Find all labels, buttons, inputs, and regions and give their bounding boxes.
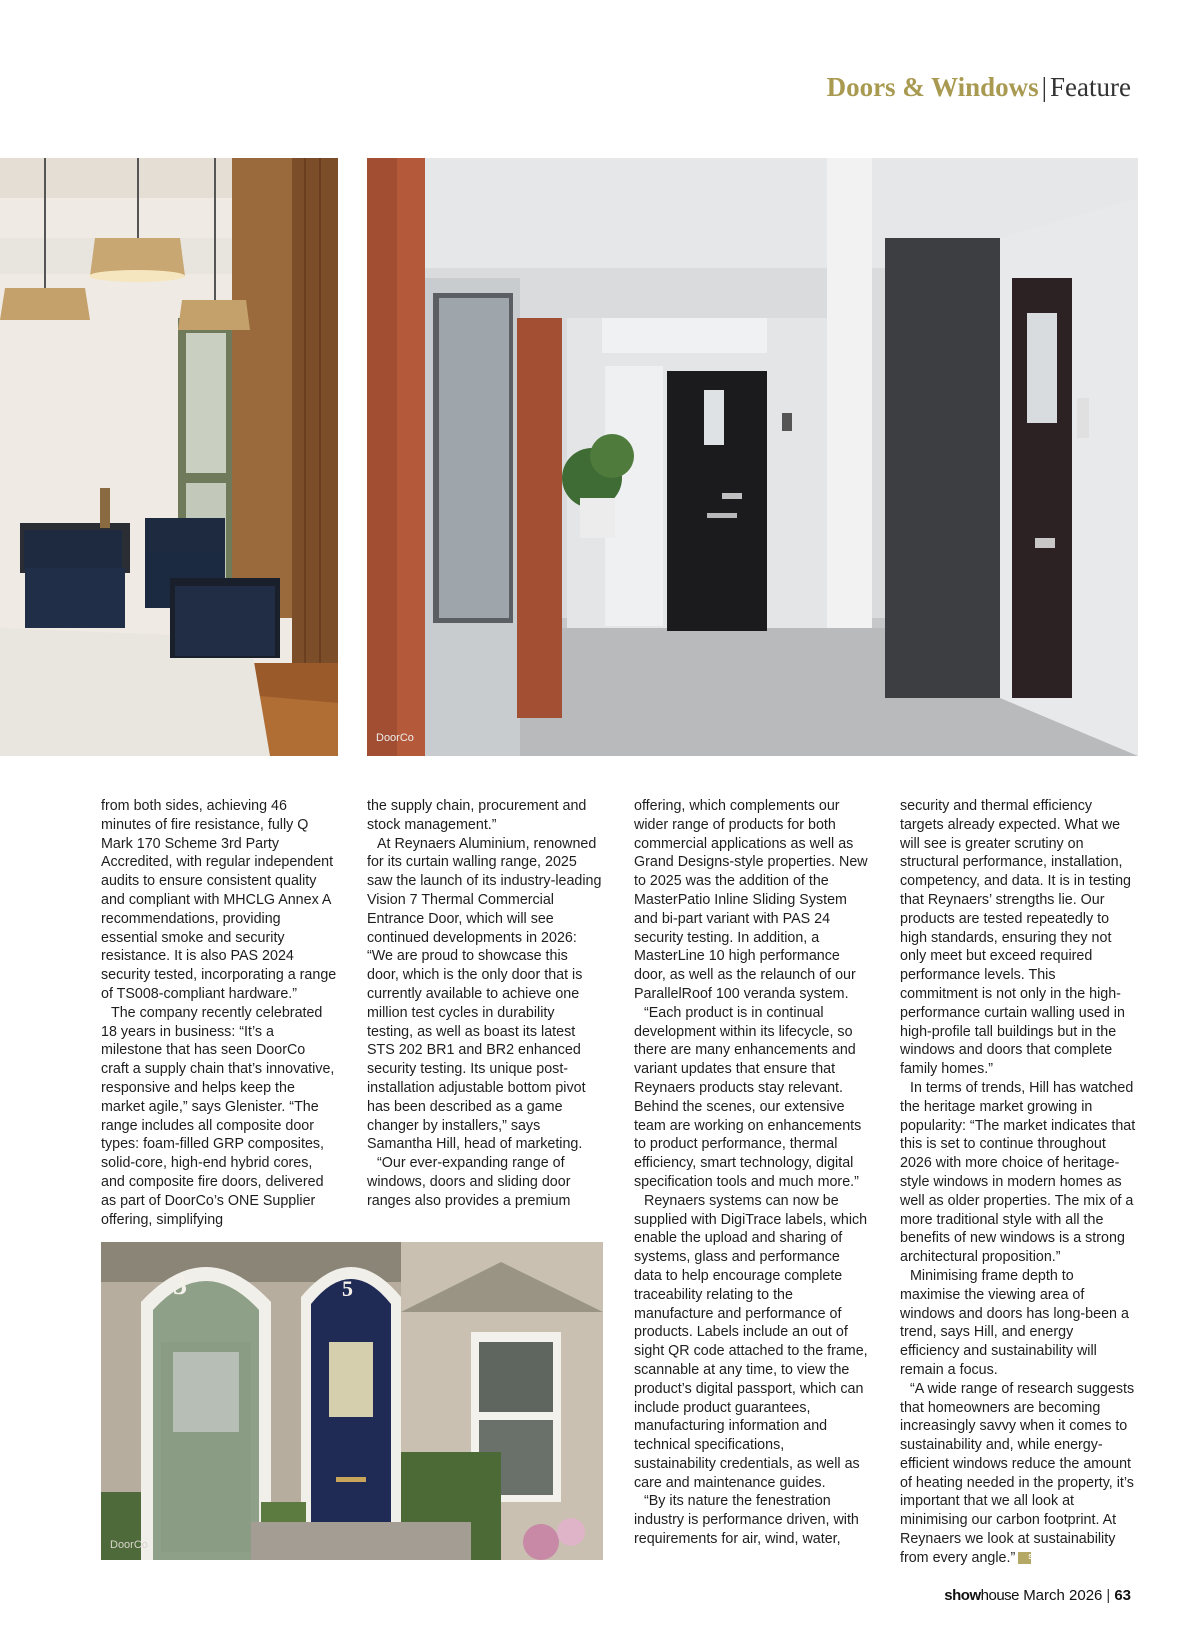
issue-date: March 2026 (1023, 1587, 1103, 1604)
running-header (827, 72, 1131, 103)
paragraph: the supply chain, procurement and stock management.” (367, 798, 587, 833)
paragraph: Reynaers systems can now be supplied with DigiTrace labels, which enable the upload and sharing of systems, glass and performance data to help encourage complete traceability relating to the manufacture and performance of products. Labels include an out of sight QR code attached to the frame, scannable at any time, to view the product’s digital passport, which can include product guarantees, manufacturing information and technical specifications, sustainability credentials, as well as care and maintenance guides. (634, 1192, 868, 1491)
page-footer (944, 1587, 1131, 1604)
hallway-photo (367, 158, 1138, 756)
paragraph: security and thermal efficiency targets already expected. What we will see is greater scrutiny on structural performance, installation, competency, and data. It is in testing that Reynaers’ strengths lie. Our products are tested repeatedly to high standards, ensuring they not only meet but exceed required performance levels. This commitment is not only in the high-performance curtain walling used in high-profile tall buildings but in the windows and doors that complete family homes.” (900, 798, 1131, 1078)
hallway-photo-credit: DoorCo (376, 732, 414, 744)
header-divider: | (1041, 72, 1048, 102)
paragraph: “Our ever-expanding range of windows, doors and sliding door ranges also provides a premium (367, 1155, 571, 1209)
paragraph: “Each product is in continual development within its lifecycle, so there are many enhancements and variant updates that ensure that Reynaers products stay relevant. Behind the scenes, our extensive team are working on enhancements to product performance, thermal efficiency, smart technology, digital specification tools and much more.” (634, 1004, 862, 1190)
door-number-3: 3 (173, 1270, 187, 1301)
final-paragraph (900, 1380, 1136, 1568)
text-column-2 (367, 797, 603, 1211)
paragraph: offering, which complements our wider range of products for both commercial applications as well as Grand Designs-style properties. New to 2025 was the addition of the MasterPatio Inline Sliding System and bi-part variant with PAS 24 security testing. In addition, a MasterLine 10 high performance door, as well as the relaunch of our ParallelRoof 100 veranda system. (634, 798, 868, 1002)
living-room-photo (0, 158, 338, 756)
paragraph: Minimising frame depth to maximise the viewing area of windows and doors has long-been a trend, says Hill, and energy efficiency and sustainability will remain a focus. (900, 1267, 1129, 1378)
text-column-1 (101, 797, 337, 1229)
section-title: Doors & Windows (826, 72, 1039, 102)
paragraph: “By its nature the fenestration industry is performance driven, with requirements for air, wind, water, (634, 1493, 859, 1548)
text-column-3 (634, 797, 870, 1549)
hallway-illustration (367, 158, 1138, 756)
paragraph: from both sides, achieving 46 minutes of fire resistance, fully Q Mark 170 Scheme 3rd Party Accredited, with regular independent audits to ensure consistent quality and compliant with MHCLG Annex A recommendations, providing essential smoke and security resistance. It is also PAS 2024 security tested, incorporating a range of TS008-compliant hardware.” (101, 798, 337, 1002)
door-number-5: 5 (342, 1276, 353, 1301)
text-column-4 (900, 797, 1136, 1568)
footer-divider: | (1106, 1587, 1111, 1604)
living-room-illustration (0, 158, 338, 756)
brand-light: house (980, 1587, 1020, 1604)
end-mark-icon: SH (1018, 1552, 1031, 1564)
paragraph: The company recently celebrated 18 years in business: “It’s a milestone that has seen DoorCo craft a supply chain that’s innovative, responsive and helps keep the market agile,” says Glenister. “The range includes all composite door types: foam-filled GRP composites, solid-core, high-end hybrid cores, and composite fire doors, delivered as part of DoorCo’s ONE Supplier offering, simplifying (101, 1004, 335, 1228)
doors-photo (101, 1242, 603, 1560)
page-number: 63 (1114, 1587, 1131, 1604)
doors-illustration (101, 1242, 603, 1560)
paragraph: In terms of trends, Hill has watched the heritage market growing in popularity: “The market indicates that this is set to continue throughout 2026 with more choice of heritage-style windows in modern homes as well as older properties. The mix of a more traditional style with all the benefits of new windows is a strong architectural proposition.” (900, 1079, 1136, 1266)
paragraph: At Reynaers Aluminium, renowned for its curtain walling range, 2025 saw the launch of its industry-leading Vision 7 Thermal Commercial Entrance Door, which will see continued developments in 2026: “We are proud to showcase this door, which is the only door that is currently available to achieve one million test cycles in durability testing, as well as boast its latest STS 202 BR1 and BR2 enhanced security testing. Its unique post-installation adjustable bottom pivot has been described as a game changer by installers,” says Samantha Hill, head of marketing. (367, 835, 602, 1153)
doors-photo-credit: DoorCo (110, 1539, 148, 1551)
brand-bold: show (944, 1587, 981, 1604)
section-label: Feature (1050, 72, 1131, 102)
paragraph-text: “A wide range of research suggests that homeowners are becoming increasingly savvy when it comes to sustainability and, while energy-efficient windows reduce the amount of heating needed in the property, it’s important that we all look at minimising our carbon footprint. At Reynaers we look at sustainability from every angle.” (900, 1380, 1135, 1566)
